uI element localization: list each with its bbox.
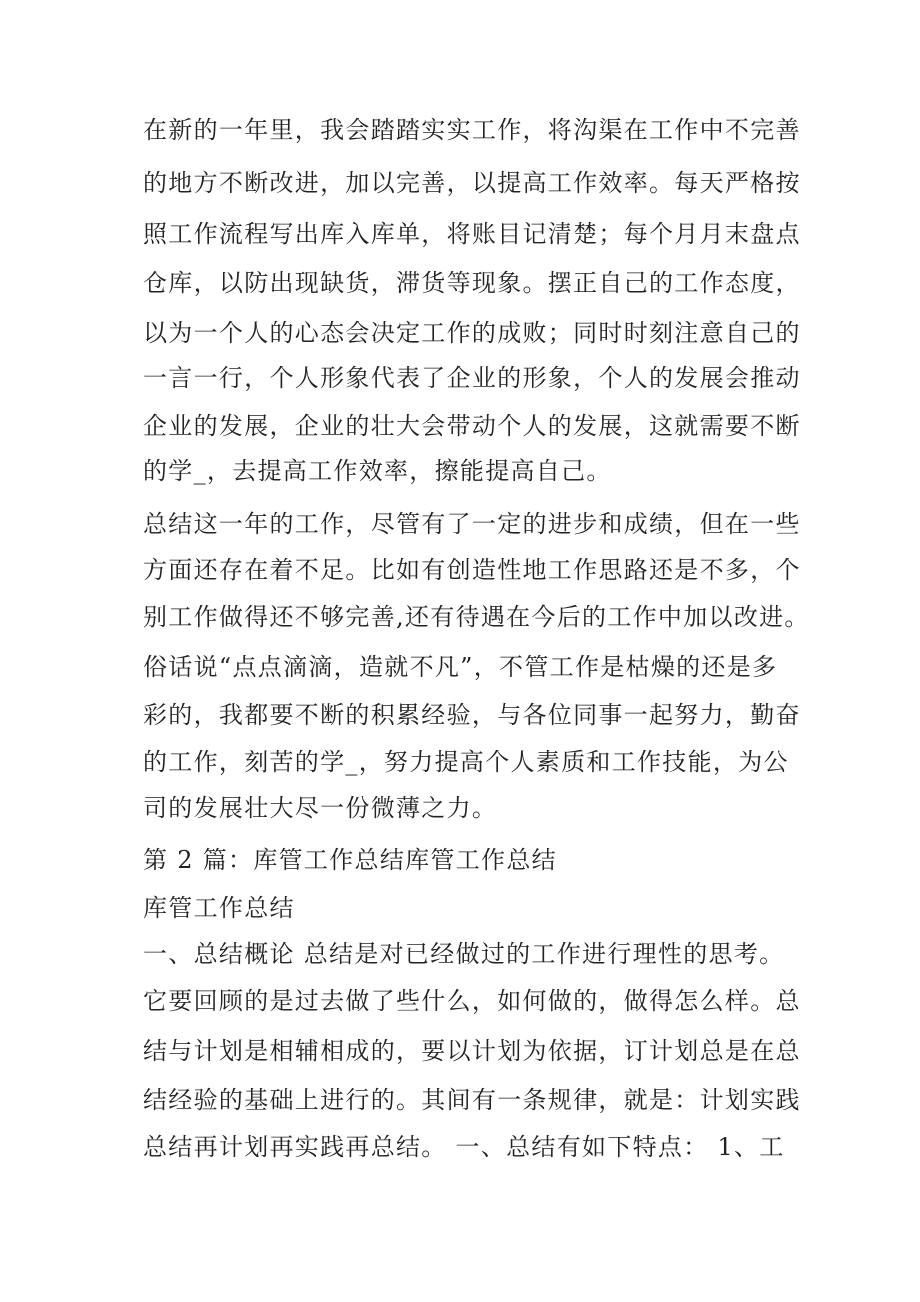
paragraph-2-line-2: 方面还存在着不足。比如有创造性地工作思路还是不多，个 bbox=[143, 556, 801, 584]
paragraph-2-line-7: 司的发展壮大尽一份微薄之力。 bbox=[143, 794, 498, 822]
paragraph-1-line-6: 一言一行，个人形象代表了企业的形象，个人的发展会推动 bbox=[143, 364, 801, 392]
paragraph-3-line-1: 一、总结概论 总结是对已经做过的工作进行理性的思考。 bbox=[143, 940, 785, 968]
paragraph-1-line-1: 在新的一年里，我会踏踏实实工作，将沟渠在工作中不完善 bbox=[143, 116, 801, 144]
paragraph-3-line-2: 它要回顾的是过去做了些什么，如何做的，做得怎么样。总 bbox=[143, 987, 801, 1015]
section-subtitle: 库管工作总结 bbox=[143, 894, 295, 922]
paragraph-3-line-4: 结经验的基础上进行的。其间有一条规律，就是：计划实践 bbox=[143, 1086, 801, 1114]
paragraph-2-line-5: 彩的，我都要不断的积累经验，与各位同事一起努力，勤奋 bbox=[143, 701, 801, 729]
paragraph-1-line-4: 仓库，以防出现缺货，滞货等现象。摆正自己的工作态度， bbox=[143, 269, 801, 297]
paragraph-1-line-5: 以为一个人的心态会决定工作的成败；同时时刻注意自己的 bbox=[143, 319, 801, 347]
paragraph-3-line-5: 总结再计划再实践再总结。 一、总结有如下特点： 1、工 bbox=[143, 1133, 785, 1161]
paragraph-1-line-3: 照工作流程写出库入库单，将账目记清楚；每个月月末盘点 bbox=[143, 220, 801, 248]
section-heading: 第 2 篇：库管工作总结库管工作总结 bbox=[143, 846, 557, 874]
paragraph-2-line-6: 的工作，刻苦的学_，努力提高个人素质和工作技能，为公 bbox=[143, 748, 789, 776]
paragraph-2-line-1: 总结这一年的工作，尽管有了一定的进步和成绩，但在一些 bbox=[143, 510, 801, 538]
paragraph-2-line-4: 俗话说“点点滴滴，造就不凡”，不管工作是枯燥的还是多 bbox=[143, 653, 778, 681]
paragraph-2-line-3: 别工作做得还不够完善,还有待遇在今后的工作中加以改进。 bbox=[143, 603, 810, 631]
paragraph-1-line-8: 的学_，去提高工作效率，擦能提高自己。 bbox=[143, 457, 612, 485]
paragraph-1-line-7: 企业的发展，企业的壮大会带动个人的发展，这就需要不断 bbox=[143, 412, 801, 440]
paragraph-3-line-3: 结与计划是相辅相成的，要以计划为依据，订计划总是在总 bbox=[143, 1037, 801, 1065]
paragraph-1-line-2: 的地方不断改进，加以完善，以提高工作效率。每天严格按 bbox=[143, 169, 801, 197]
